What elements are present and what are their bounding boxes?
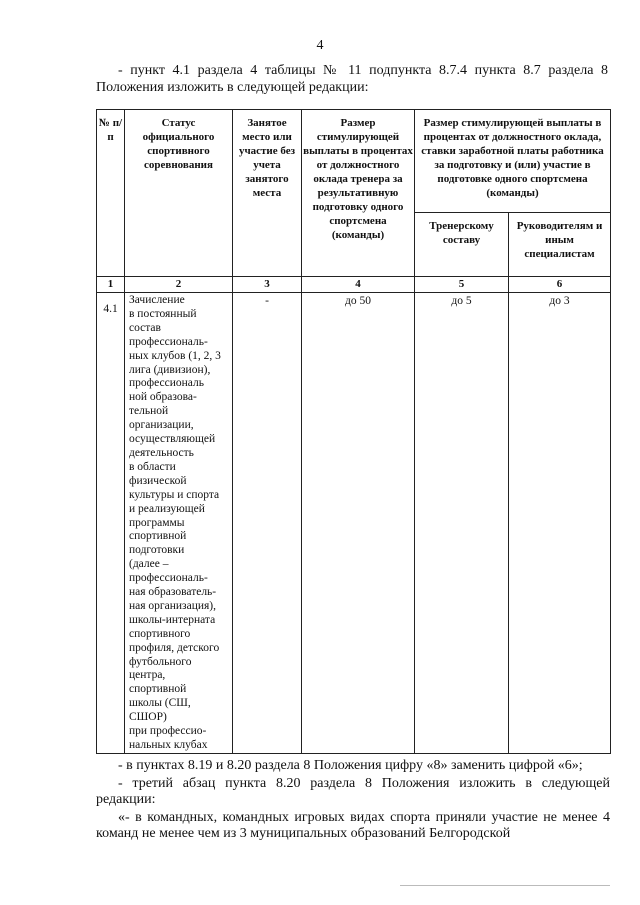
column-number: 3 <box>233 277 302 293</box>
header-size-group: Размер стимулирующей выплаты в процентах от должностного оклада, ставки заработной платы работника за подготовку и (или) участие в подготовке одного спортсмена (команды) <box>415 110 611 213</box>
column-number: 5 <box>415 277 509 293</box>
status-line: спортивного <box>129 627 191 640</box>
row-coach-staff: до 5 <box>415 293 509 754</box>
status-line: спортивной <box>129 683 187 696</box>
status-line: профессиональ- <box>129 335 208 348</box>
page-number: 4 <box>316 38 324 53</box>
row-size-coach: до 50 <box>302 293 415 754</box>
status-line: спортивной <box>129 530 187 543</box>
header-coach-staff: Тренерскому составу <box>415 213 509 277</box>
status-line: культуры и спорта <box>129 488 220 501</box>
status-line: в постоянный <box>129 307 197 320</box>
paragraph: «- в командных, командных игровых видах спорта приняли участие не менее 4 команд не менее чем из 3 муниципальных образований Белгородской <box>96 810 610 841</box>
status-line: при профессио- <box>129 725 207 738</box>
status-line: лига (дивизион), <box>129 363 211 376</box>
status-line: ной образова- <box>129 391 197 404</box>
status-line: ная организация), <box>129 599 217 612</box>
paragraph: - третий абзац пункта 8.20 раздела 8 Положения изложить в следующей редакции: <box>96 776 610 807</box>
payment-table <box>96 109 611 754</box>
column-number: 4 <box>302 277 415 293</box>
status-line: футбольного <box>129 655 192 668</box>
status-line: профессиональ- <box>129 572 208 585</box>
status-line: физической <box>129 474 187 487</box>
status-line: ная образователь- <box>129 586 217 599</box>
status-line: СШОР) <box>129 711 167 724</box>
header-status: Статус официального спортивного соревнования <box>125 110 233 277</box>
row-number: 4.1 <box>97 293 125 754</box>
row-status <box>125 293 233 754</box>
status-line: Зачисление <box>129 294 185 306</box>
table-row <box>97 293 611 754</box>
header-row-1 <box>97 110 611 213</box>
column-number: 6 <box>509 277 611 293</box>
header-managers: Руководителям и иным специалистам <box>509 213 611 277</box>
header-size-coach: Размер стимулирующей выплаты в процентах от должностного оклада тренера за результативную подготовку одного спортсмена (команды) <box>302 110 415 277</box>
column-number: 1 <box>97 277 125 293</box>
intro-text: - пункт 4.1 раздела 4 таблицы № 11 подпункта 8.7.4 пункта 8.7 раздела 8 Положения изложить в следующей редакции: <box>96 63 608 95</box>
status-lines <box>129 294 230 753</box>
row-place: - <box>233 293 302 754</box>
intro-paragraph <box>96 62 608 96</box>
header-place: Занятое место или участие без учета занятого места <box>233 110 302 277</box>
status-line: деятельность <box>129 446 194 459</box>
status-line: (далее – <box>129 558 169 571</box>
column-number-row <box>97 277 611 293</box>
status-line: центра, <box>129 669 166 682</box>
status-line: осуществляющей <box>129 433 216 446</box>
status-line: нальных клубах <box>129 739 208 751</box>
status-line: в области <box>129 460 176 473</box>
status-line: профессиональ <box>129 377 204 390</box>
status-line: профиля, детского <box>129 641 220 654</box>
status-line: программы <box>129 516 185 529</box>
status-line: школы-интерната <box>129 613 216 626</box>
status-line: состав <box>129 321 161 334</box>
status-line: и реализующей <box>129 502 205 515</box>
status-line: школы (СШ, <box>129 697 191 710</box>
row-managers: до 3 <box>509 293 611 754</box>
status-line: тельной <box>129 405 169 418</box>
bottom-rule <box>400 885 610 886</box>
status-line: ных клубов (1, 2, 3 <box>129 349 221 362</box>
status-line: подготовки <box>129 544 185 557</box>
paragraph: - в пунктах 8.19 и 8.20 раздела 8 Положения цифру «8» заменить цифрой «6»; <box>118 758 583 773</box>
column-number: 2 <box>125 277 233 293</box>
following-text <box>96 758 610 844</box>
status-line: организации, <box>129 419 194 432</box>
header-num: № п/п <box>97 110 125 277</box>
